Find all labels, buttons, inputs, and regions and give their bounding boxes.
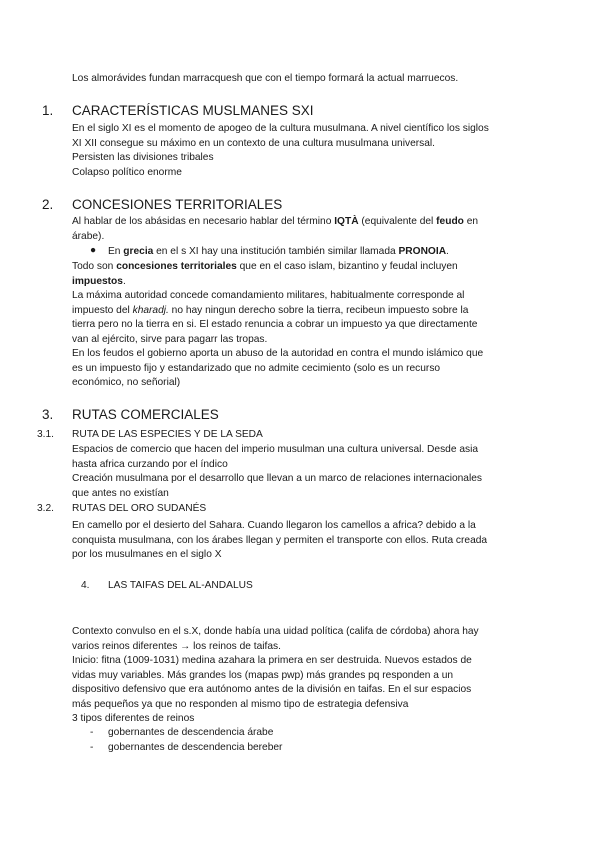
text: La máxima autoridad concede comandamiento militares, habitualmente corresponde al: [72, 290, 465, 301]
term-grecia: grecia: [123, 246, 154, 257]
bullet-item: [108, 245, 538, 260]
term-iqta: IQTÀ: [334, 216, 359, 227]
text: varios reinos diferentes → los reinos de taifas.: [72, 640, 281, 652]
text: en el s XI hay una institución también similar llamada: [153, 246, 399, 257]
text: que antes no existían: [72, 487, 169, 499]
text: Al hablar de los abásidas en necesario hablar del término: [72, 216, 335, 227]
subsection-3-1-number: 3.1.: [37, 429, 54, 440]
term-impuestos: impuestos: [72, 275, 123, 287]
list-item: gobernantes de descendencia bereber: [108, 742, 283, 753]
term-concesiones: concesiones territoriales: [116, 261, 237, 272]
dash-icon: -: [90, 742, 94, 753]
text: hasta africa curzando por el índico: [72, 458, 228, 470]
text: .: [446, 246, 449, 257]
s1-line: En el siglo XI es el momento de apogeo de la cultura musulmana. A nivel científico los siglos: [72, 123, 489, 134]
text: (equivalente del: [358, 216, 437, 227]
subsection-3-1-title: RUTA DE LAS ESPECIES Y DE LA SEDA: [72, 429, 263, 440]
list-item: gobernantes de descendencia árabe: [108, 727, 274, 738]
text: Contexto convulso en el s.X, donde había una uidad política (califa de córdoba) ahora hay: [72, 626, 479, 637]
section-1-number: 1.: [42, 103, 54, 118]
text: es un impuesto fijo y estandarizado que no admite cecimiento (solo es un recurso: [72, 362, 441, 374]
section-4-title: LAS TAIFAS DEL AL-ANDALUS: [108, 580, 253, 591]
text: En los feudos el gobierno aporta un abuso de la autoridad en contra el mundo islámico que: [72, 348, 484, 359]
text: van al ejército, sirve para pagarr las tropas.: [72, 333, 268, 345]
text: económico, no señorial): [72, 377, 181, 388]
text: 3 tipos diferentes de reinos: [72, 713, 195, 724]
term-feudo: feudo: [436, 216, 464, 227]
section-2-paragraph-1: [72, 215, 534, 244]
section-4-number: 4.: [81, 580, 90, 591]
text: En camello por el desierto del Sahara. Cuando llegaron los camellos a africa? debido a la: [72, 520, 476, 531]
section-2-paragraph-2: [72, 260, 534, 391]
text: Todo son: [72, 261, 117, 272]
text: impuesto del: [72, 304, 133, 316]
term-kharadj: kharadj.: [132, 304, 169, 316]
text: En: [108, 246, 124, 257]
text: tierra pero no la tierra en si. El estado renuncia a cobrar un impuesto ya que directamente: [72, 319, 478, 330]
text: vidas muy variables. Más grandes los (mapas pwp) más grandes pq responden a un: [72, 669, 454, 681]
bullet-icon: ●: [90, 245, 97, 256]
subsection-3-1-body: [72, 443, 534, 501]
text: dispositivo defensivo que era autónomo antes de la división en taifas. En el sur espacios: [72, 684, 472, 695]
term-pronoia: PRONOIA: [398, 246, 447, 257]
text: Espacios de comercio que hacen del imperio musulman una cultura universal. Desde asia: [72, 444, 479, 455]
text: conquista musulmana, con los árabes llegan y permiten el transporte con ellos. Ruta creada: [72, 534, 488, 546]
section-3-title: RUTAS COMERCIALES: [72, 407, 219, 422]
text: Inicio: fitna (1009-1031) medina azahara la primera en ser destruida. Nuevos estados de: [72, 655, 472, 666]
subsection-3-2-number: 3.2.: [37, 503, 54, 514]
subsection-3-2-title: RUTAS DEL ORO SUDANÉS: [72, 503, 207, 514]
text: más pequeños ya que no responden al mismo tipo de estrategia defensiva: [72, 698, 409, 710]
s1-line: XI XII consegue su máximo en un contexto de una cultura musulmana universal.: [72, 137, 435, 149]
text: por los musulmanes en el siglo X: [72, 549, 222, 560]
text: en: [463, 216, 479, 227]
section-1-body: [72, 122, 534, 180]
text: árabe).: [72, 230, 105, 242]
s1-line: Persisten las divisiones tribales: [72, 152, 214, 163]
section-2-number: 2.: [42, 197, 54, 212]
section-1-title: CARACTERÍSTICAS MUSLMANES SXI: [72, 103, 314, 118]
s1-line: Colapso político enorme: [72, 166, 182, 178]
section-2-title: CONCESIONES TERRITORIALES: [72, 197, 283, 212]
intro-paragraph: Los almorávides fundan marracquesh que con el tiempo formará la actual marruecos.: [72, 73, 459, 84]
text: que en el caso islam, bizantino y feudal incluyen: [236, 261, 458, 272]
text: .: [122, 275, 126, 287]
subsection-3-2-body: [72, 519, 534, 563]
text: no hay ningun derecho sobre la tierra, recibeun impuesto sobre la: [168, 304, 469, 316]
section-3-number: 3.: [42, 407, 54, 422]
dash-icon: -: [90, 727, 94, 738]
section-4-body: [72, 625, 534, 727]
text: Creación musulmana por el desarrollo que llevan a un marco de relaciones internacionales: [72, 473, 482, 484]
